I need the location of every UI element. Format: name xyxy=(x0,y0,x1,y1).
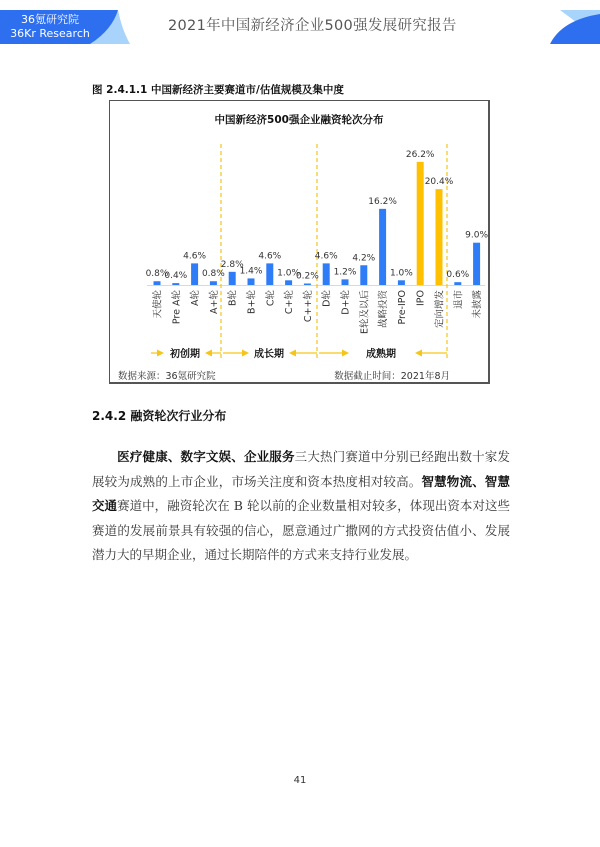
arrow-head-icon xyxy=(157,350,164,357)
category-label: C+轮 xyxy=(284,290,296,315)
logo-text-en: 36Kr Research xyxy=(10,27,90,40)
bar-group xyxy=(352,253,375,334)
category-label: D轮 xyxy=(321,290,333,307)
arrow-head-icon xyxy=(205,350,212,357)
category-label: 战略投资 xyxy=(378,290,390,329)
bar xyxy=(398,280,405,285)
bar-group xyxy=(164,271,187,324)
bar-group xyxy=(240,266,263,314)
category-label: IPO xyxy=(415,290,427,307)
stage-label: 成长期 xyxy=(254,349,284,360)
bar xyxy=(229,272,236,285)
chart-frame xyxy=(109,100,490,384)
bold-phrase-hot-tracks: 医疗健康、数字文娱、企业服务 xyxy=(117,449,295,464)
value-label: 4.6% xyxy=(258,251,282,262)
bold-phrase-smart-tracks: 智慧物流、智慧交通 xyxy=(92,473,510,513)
bar xyxy=(210,281,217,285)
value-label: 0.8% xyxy=(201,269,225,280)
value-label: 0.6% xyxy=(446,270,470,281)
category-label: Pre A轮 xyxy=(171,290,183,325)
category-label: 未披露 xyxy=(472,290,484,319)
bar xyxy=(360,265,367,285)
category-label: 退市 xyxy=(453,290,465,310)
value-label: 4.6% xyxy=(314,251,338,262)
value-label: 9.0% xyxy=(465,230,489,241)
bar-group xyxy=(202,269,225,314)
bar xyxy=(285,280,292,285)
category-label: 定向增发 xyxy=(434,290,446,329)
bar xyxy=(342,279,349,285)
category-label: C轮 xyxy=(265,290,277,307)
bar-group xyxy=(296,272,319,323)
value-label: 20.4% xyxy=(424,177,454,188)
stage-label: 初创期 xyxy=(170,349,200,360)
figure-caption: 图 2.4.1.1 中国新经济主要赛道市/估值规模及集中度 xyxy=(92,84,344,96)
para-text-2: 赛道中，融资轮次在 B 轮以前的企业数量相对较多，体现出资本对这些赛道的发展前景具有较强的信心，愿意通过广撒网的方式投资估值小、发展潜力大的早期企业，通过长期陪伴的方式来支持行业发展。 xyxy=(92,498,510,562)
bar-group xyxy=(406,150,435,306)
bar xyxy=(154,281,161,285)
bar xyxy=(304,284,311,286)
bar xyxy=(248,278,255,285)
para-text-1: 三大热门赛道中分别已经跑出数十家发展较为成熟的上市企业，市场关注度和资本热度相对较高。 xyxy=(92,449,510,489)
value-label: 4.2% xyxy=(352,253,376,264)
category-label: 天使轮 xyxy=(152,290,164,319)
bar-group xyxy=(334,267,357,314)
category-label: D+轮 xyxy=(340,290,352,315)
value-label: 0.2% xyxy=(295,271,319,282)
value-label: 0.4% xyxy=(164,271,188,282)
bar-group xyxy=(258,251,281,306)
body-paragraph xyxy=(92,445,510,568)
report-title: 2021年中国新经济企业500强发展研究报告 xyxy=(168,18,457,34)
bar-chart xyxy=(1,1,600,401)
page-number: 41 xyxy=(293,775,307,786)
value-label: 2.8% xyxy=(220,259,244,270)
bar xyxy=(436,189,443,285)
arrow-head-icon xyxy=(289,350,296,357)
stage-label: 成熟期 xyxy=(366,349,396,360)
logo-text-cn: 36氪研究院 xyxy=(21,13,79,26)
chart-title: 中国新经济500强企业融资轮次分布 xyxy=(214,114,384,126)
category-label: A轮 xyxy=(190,290,202,306)
bar-group xyxy=(425,177,454,328)
category-label: C++轮 xyxy=(302,290,314,323)
bar xyxy=(473,243,480,285)
value-label: 16.2% xyxy=(368,196,397,207)
section-title: 2.4.2 融资轮次行业分布 xyxy=(92,409,227,423)
chart-cutoff-date: 数据截止时间：2021年8月 xyxy=(334,371,450,382)
category-label: B+轮 xyxy=(246,290,258,314)
category-label: A+轮 xyxy=(208,290,220,314)
arrow-head-icon xyxy=(415,350,422,357)
category-label: Pre-IPO xyxy=(396,290,408,325)
bar-group xyxy=(390,268,413,324)
bar-group xyxy=(446,270,469,309)
chart-source: 数据来源：36氪研究院 xyxy=(118,371,216,382)
value-label: 1.0% xyxy=(389,268,413,279)
value-label: 1.4% xyxy=(239,266,263,277)
category-label: E轮及以后 xyxy=(359,290,371,335)
bar xyxy=(191,263,198,285)
value-label: 4.6% xyxy=(183,251,207,262)
bar xyxy=(323,263,330,285)
bar xyxy=(417,162,424,285)
bar xyxy=(379,209,386,285)
category-label: B轮 xyxy=(227,290,239,307)
arrow-head-icon xyxy=(342,350,349,357)
arrow-head-icon xyxy=(242,350,249,357)
value-label: 26.2% xyxy=(405,149,435,160)
value-label: 1.0% xyxy=(277,268,301,279)
bar xyxy=(454,282,461,285)
bar xyxy=(266,263,273,285)
value-label: 0.8% xyxy=(145,269,169,280)
bar xyxy=(172,283,179,285)
value-label: 1.2% xyxy=(333,267,357,278)
